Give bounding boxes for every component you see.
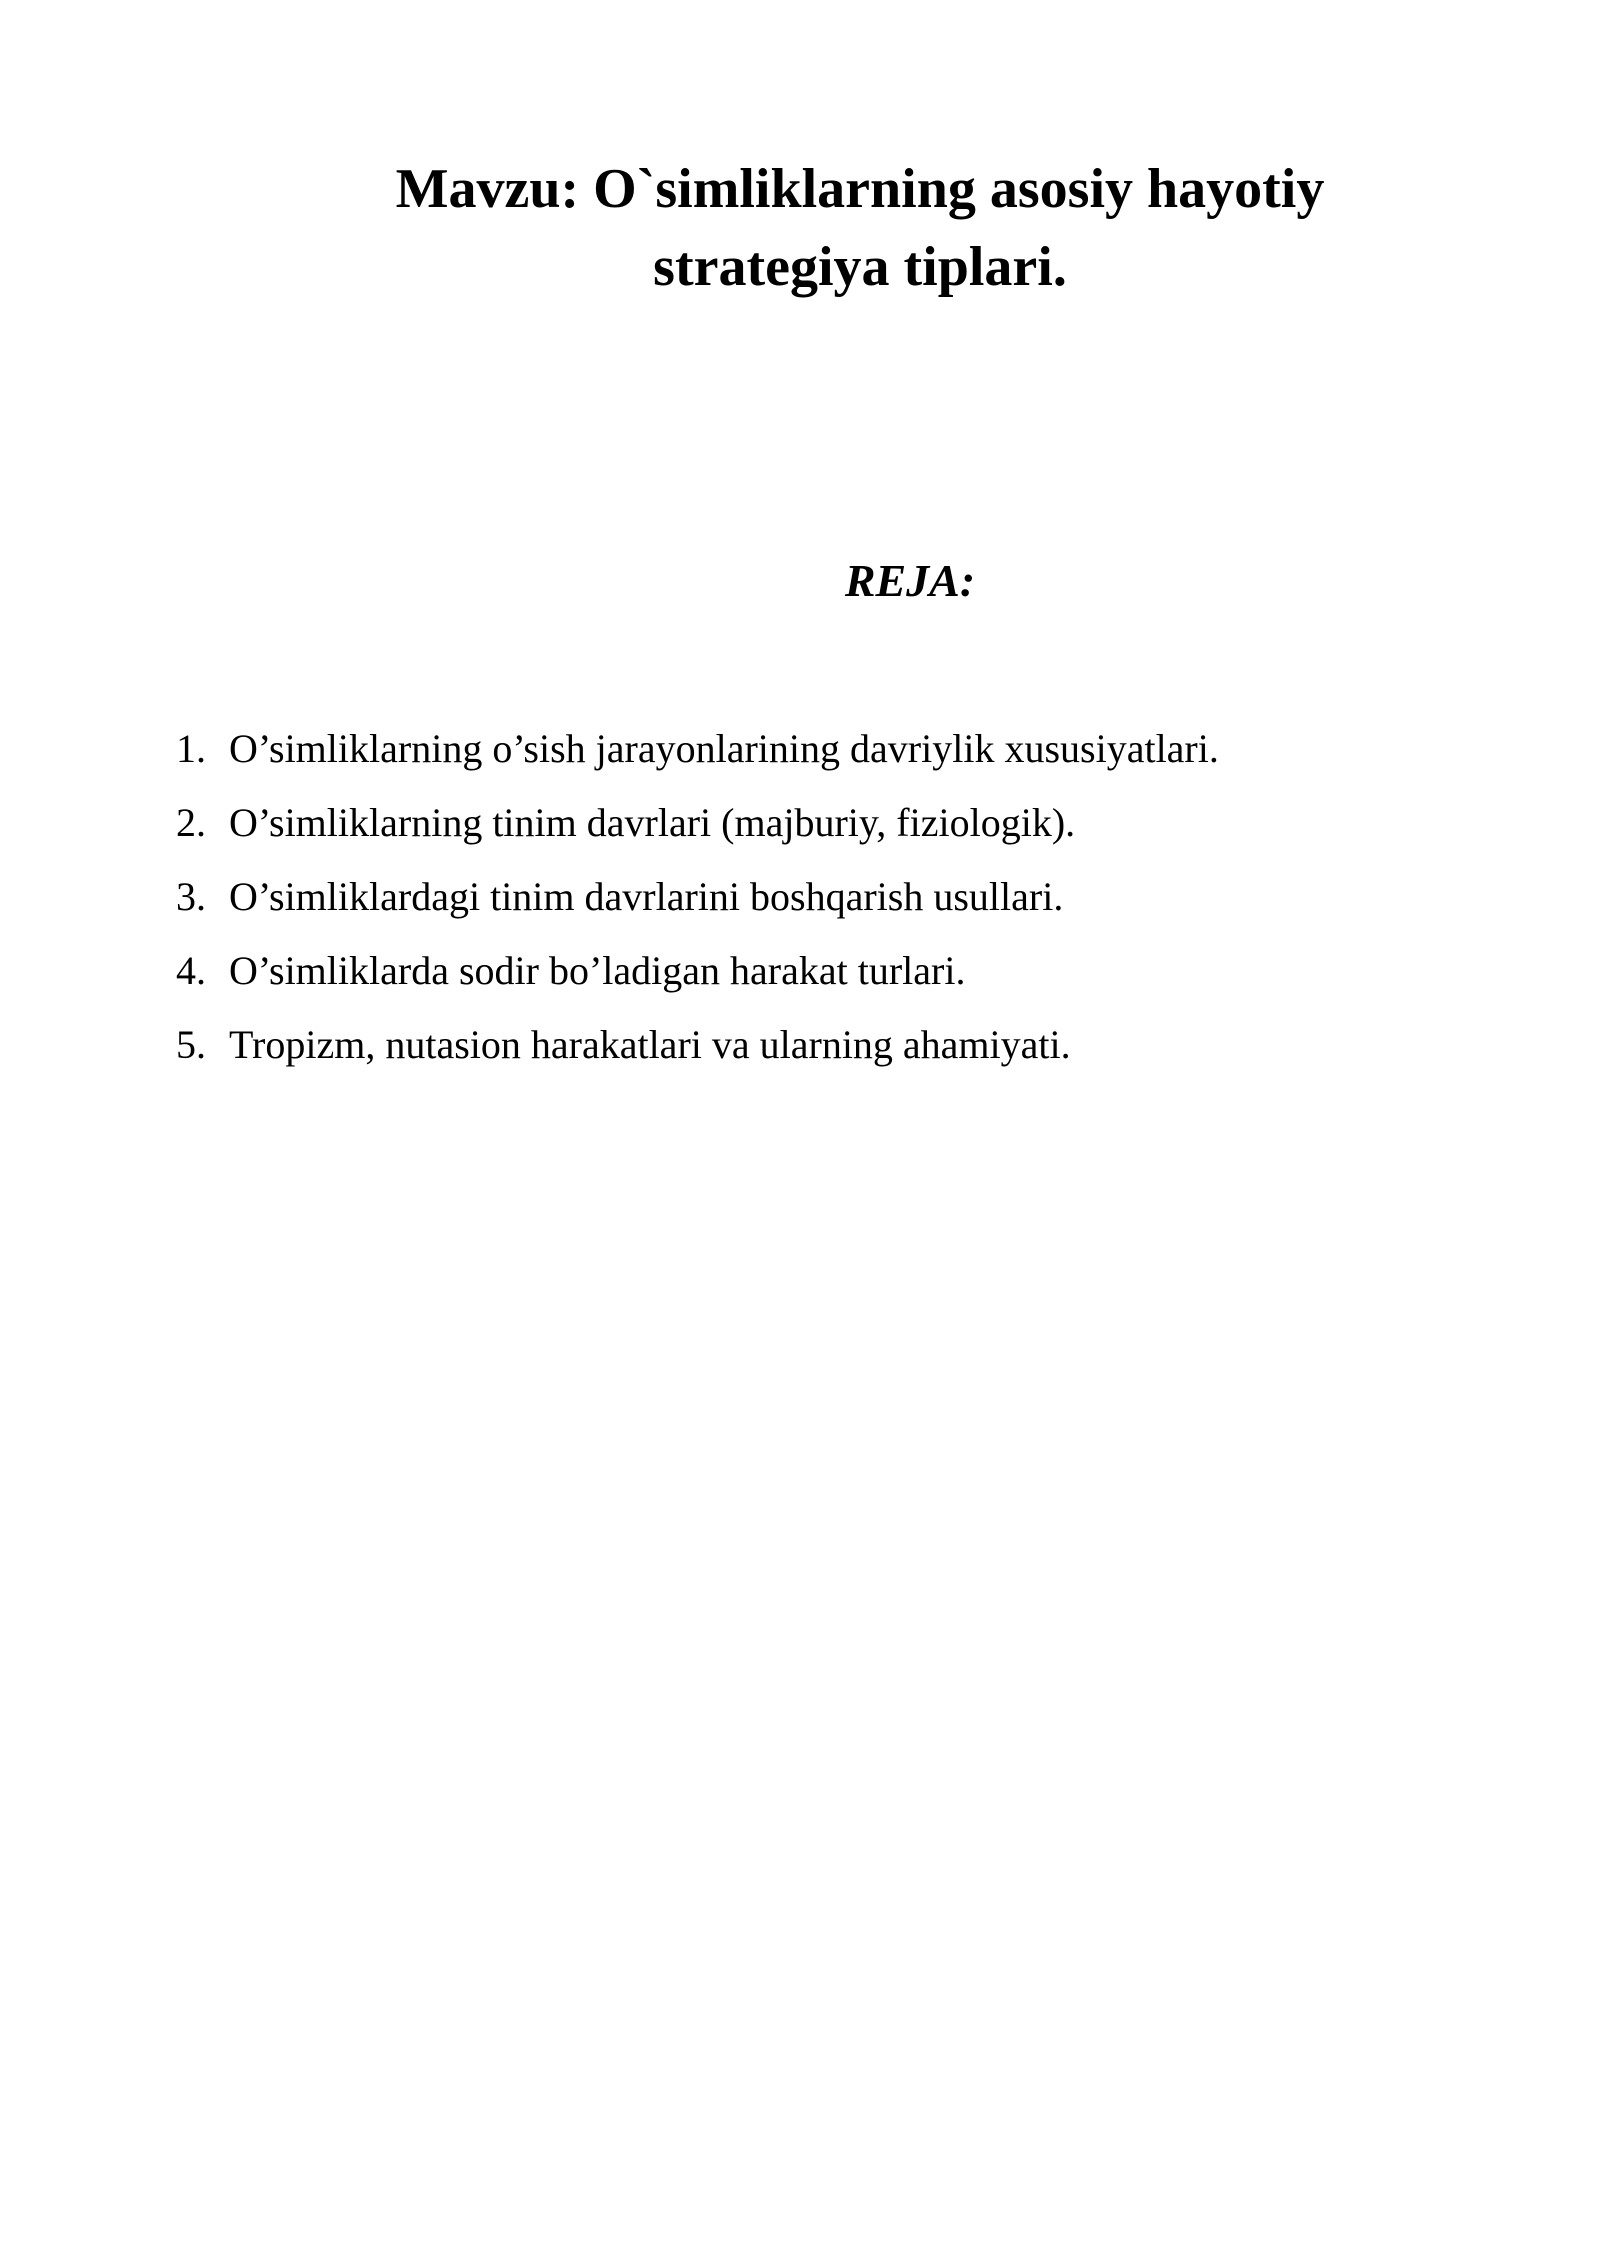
plan-item-number: 3. [176,874,206,919]
plan-item [176,786,1476,860]
plan-item-text: O’simliklarning tinim davrlari (majburiy, fiziologik). [229,800,1076,845]
plan-item [176,860,1476,934]
plan-item [176,712,1476,786]
plan-item [176,934,1476,1008]
plan-item-number: 2. [176,800,206,845]
title-line-2: strategiya tiplari. [653,236,1067,298]
document-title [300,150,1420,306]
plan-item-text: O’simliklardagi tinim davrlarini boshqarish usullari. [229,874,1064,919]
title-line-1: Mavzu: O`simliklarning asosiy hayotiy [395,158,1325,220]
plan-item-number: 5. [176,1022,206,1067]
plan-item-number: 1. [176,726,206,771]
plan-item-text: O’simliklarda sodir bo’ladigan harakat turlari. [229,948,966,993]
plan-item-number: 4. [176,948,206,993]
plan-list [176,712,1476,1082]
plan-item [176,1008,1476,1082]
plan-item-text: Tropizm, nutasion harakatlari va ularning ahamiyati. [229,1022,1071,1067]
plan-heading: REJA: [844,555,976,606]
plan-item-text: O’simliklarning o’sish jarayonlarining davriylik xususiyatlari. [229,726,1219,771]
